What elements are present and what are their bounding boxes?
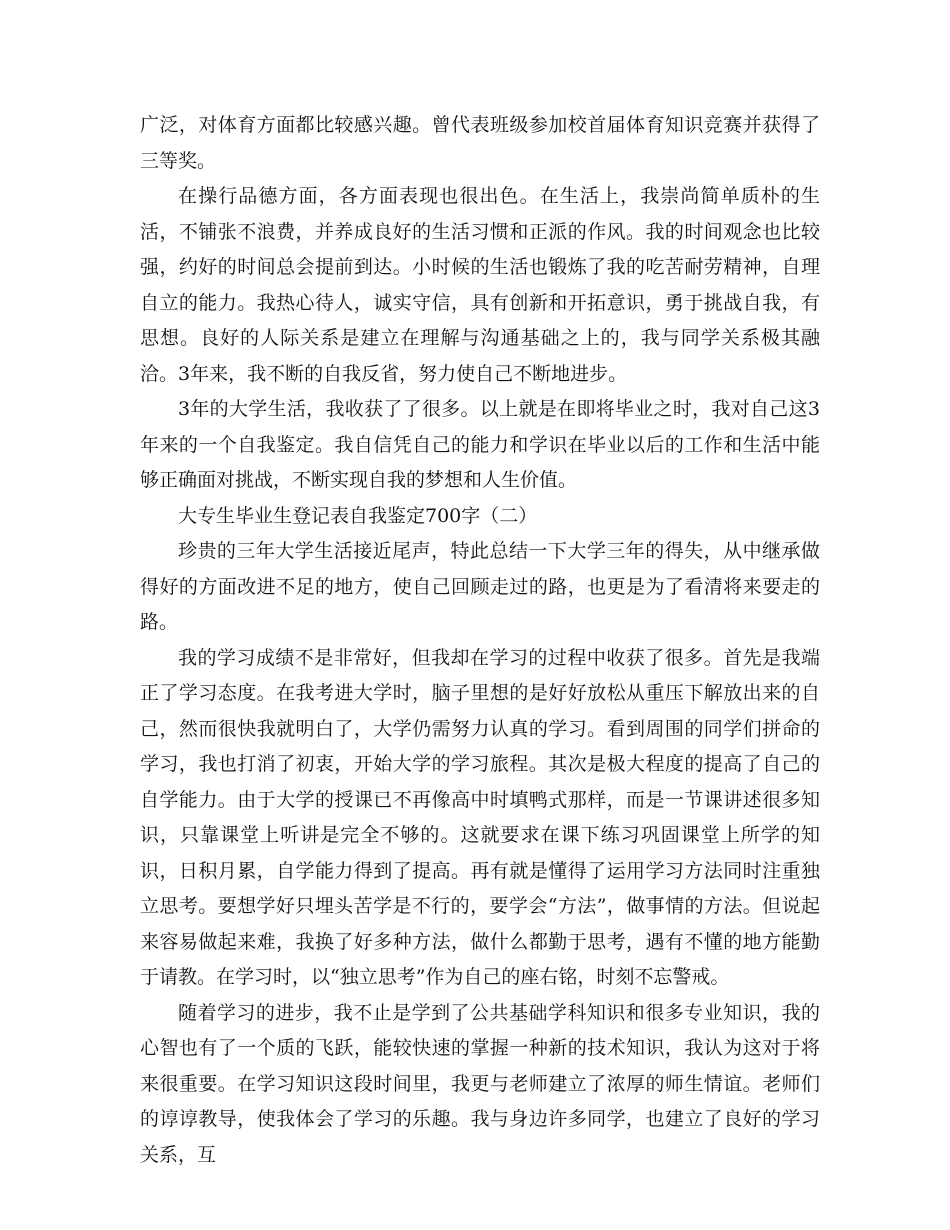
paragraph-intro: 珍贵的三年大学生活接近尾声，特此总结一下大学三年的得失，从中继承做得好的方面改进不足的地方，使自己回顾走过的路，也更是为了看清将来要走的路。: [140, 540, 820, 633]
section-heading: 大专生毕业生登记表自我鉴定700字（二）: [178, 504, 538, 527]
document-body: [140, 108, 820, 1173]
paragraph-moral-conduct: 在操行品德方面，各方面表现也很出色。在生活上，我崇尚简单质朴的生活，不铺张不浪费，并养成良好的生活习惯和正派的作风。我的时间观念也比较强，约好的时间总会提前到达。小时候的生活也锻炼了我的吃苦耐劳精神，自理自立的能力。我热心待人，诚实守信，具有创新和开拓意识，勇于挑战自我，有思想。良好的人际关系是建立在理解与沟通基础之上的，我与同学关系极其融洽。3年来，我不断的自我反省，努力使自己不断地进步。: [140, 185, 820, 385]
paragraph-sports-interest: 广泛，对体育方面都比较感兴趣。曾代表班级参加校首届体育知识竞赛并获得了三等奖。: [140, 114, 820, 172]
paragraph-summary: 3年的大学生活，我收获了了很多。以上就是在即将毕业之时，我对自己这3年来的一个自我鉴定。我自信凭自己的能力和学识在毕业以后的工作和生活中能够正确面对挑战，不断实现自我的梦想和人生价值。: [140, 398, 820, 491]
paragraph-study: 我的学习成绩不是非常好，但我却在学习的过程中收获了很多。首先是我端正了学习态度。在我考进大学时，脑子里想的是好好放松从重压下解放出来的自己，然而很快我就明白了，大学仍需努力认真的学习。看到周围的同学们拼命的学习，我也打消了初衷，开始大学的学习旅程。其次是极大程度的提高了自己的自学能力。由于大学的授课已不再像高中时填鸭式那样，而是一节课讲述很多知识，只靠课堂上听讲是完全不够的。这就要求在课下练习巩固课堂上所学的知识，日积月累，自学能力得到了提高。再有就是懂得了运用学习方法同时注重独立思考。要想学好只埋头苦学是不行的，要学会“方法”，做事情的方法。但说起来容易做起来难，我换了好多种方法，做什么都勤于思考，遇有不懂的地方能勤于请教。在学习时，以“独立思考”作为自己的座右铭，时刻不忘警戒。: [140, 646, 820, 988]
paragraph-progress: 随着学习的进步，我不止是学到了公共基础学科知识和很多专业知识，我的心智也有了一个质的飞跃，能较快速的掌握一种新的技术知识，我认为这对于将来很重要。在学习知识这段时间里，我更与老师建立了浓厚的师生情谊。老师们的谆谆教导，使我体会了学习的乐趣。我与身边许多同学，也建立了良好的学习关系，互: [140, 1001, 820, 1166]
